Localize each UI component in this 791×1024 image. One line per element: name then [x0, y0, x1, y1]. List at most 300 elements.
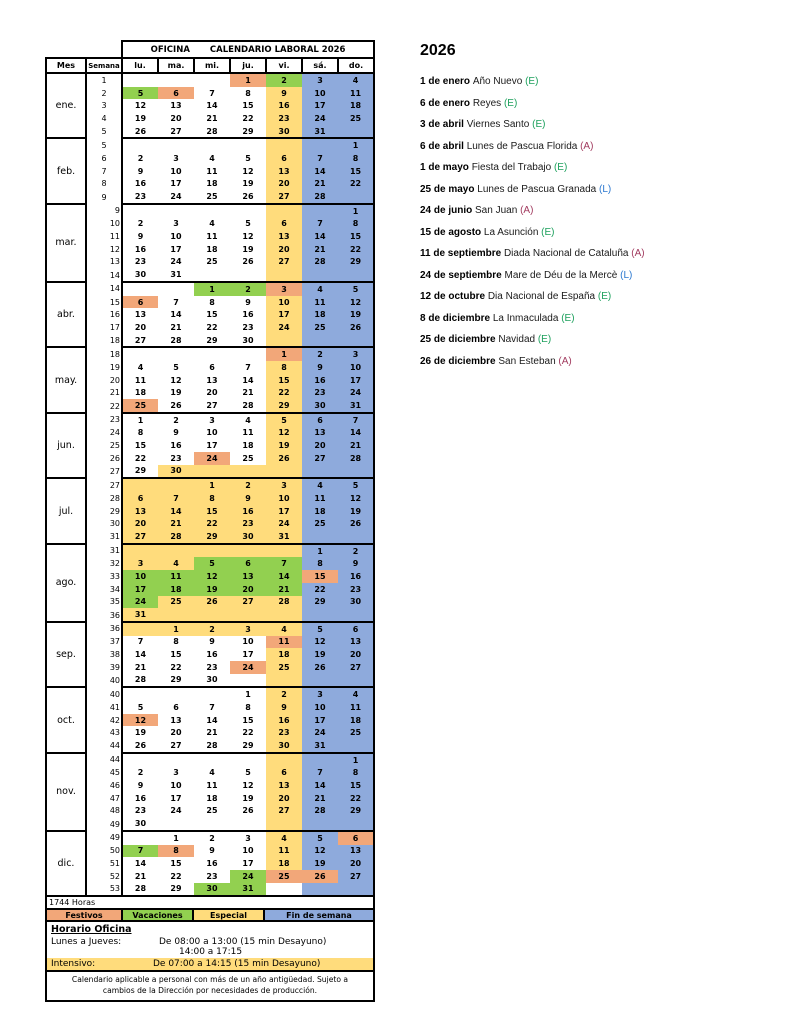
- day-cell: [302, 268, 338, 282]
- day-cell: 30: [122, 268, 158, 282]
- day-cell: 4: [302, 282, 338, 296]
- day-cell: 6: [194, 361, 230, 374]
- day-cell: 8: [158, 636, 194, 649]
- day-cell: 29: [122, 465, 158, 479]
- day-cell: [122, 138, 158, 152]
- header-spacer: [46, 41, 122, 58]
- day-cell: 19: [158, 387, 194, 400]
- day-cell: 26: [338, 321, 374, 334]
- month-label: nov.: [46, 753, 86, 831]
- day-cell: [230, 268, 266, 282]
- month-label: abr.: [46, 282, 86, 347]
- week-number: 25: [86, 439, 122, 452]
- day-cell: 24: [266, 321, 302, 334]
- holiday-name: Mare de Déu de la Mercè: [504, 269, 621, 281]
- week-number: 17: [86, 321, 122, 334]
- legend-row: [45, 908, 375, 922]
- day-cell: 7: [122, 845, 158, 858]
- day-cell: 16: [338, 570, 374, 583]
- day-cell: 1: [266, 347, 302, 361]
- week-number: 53: [86, 883, 122, 897]
- day-cell: 3: [230, 622, 266, 636]
- day-cell: 7: [302, 766, 338, 779]
- day-cell: 26: [230, 256, 266, 269]
- holiday-date: 11 de septiembre: [420, 248, 504, 259]
- day-cell: 23: [194, 870, 230, 883]
- day-cell: 23: [266, 726, 302, 739]
- day-cell: 28: [302, 805, 338, 818]
- day-cell: 1: [338, 204, 374, 218]
- day-cell: 2: [194, 622, 230, 636]
- day-cell: 30: [230, 334, 266, 348]
- day-cell: 21: [158, 321, 194, 334]
- day-cell: [302, 204, 338, 218]
- day-cell: 11: [158, 570, 194, 583]
- day-cell: 8: [230, 701, 266, 714]
- day-cell: 13: [194, 374, 230, 387]
- day-cell: 5: [230, 218, 266, 231]
- day-cell: 17: [302, 714, 338, 727]
- week-number: 2: [86, 87, 122, 100]
- day-cell: 20: [122, 321, 158, 334]
- day-cell: 21: [194, 726, 230, 739]
- day-cell: [302, 608, 338, 622]
- legend-festivo: Festivos: [45, 908, 123, 922]
- day-cell: 18: [338, 714, 374, 727]
- day-cell: 26: [230, 805, 266, 818]
- day-cell: 19: [266, 439, 302, 452]
- day-cell: 31: [302, 125, 338, 139]
- day-cell: 8: [338, 766, 374, 779]
- holiday-code: (L): [599, 183, 612, 195]
- day-cell: 2: [338, 544, 374, 558]
- day-cell: [266, 204, 302, 218]
- day-cell: 26: [302, 870, 338, 883]
- day-cell: 5: [230, 766, 266, 779]
- day-cell: 2: [302, 347, 338, 361]
- day-cell: 4: [194, 152, 230, 165]
- day-header-row: [46, 58, 374, 73]
- week-number: 42: [86, 714, 122, 727]
- day-cell: 5: [302, 622, 338, 636]
- day-cell: [230, 204, 266, 218]
- day-cell: 30: [302, 399, 338, 413]
- day-cell: 9: [266, 87, 302, 100]
- week-number: 21: [86, 387, 122, 400]
- day-cell: 21: [266, 583, 302, 596]
- day-cell: 15: [302, 570, 338, 583]
- day-cell: 13: [122, 505, 158, 518]
- day-cell: 11: [266, 636, 302, 649]
- day-cell: 17: [158, 178, 194, 191]
- week-number: 34: [86, 583, 122, 596]
- day-cell: 12: [338, 492, 374, 505]
- month-label: jul.: [46, 478, 86, 543]
- day-cell: 19: [302, 857, 338, 870]
- calendar-table: [45, 40, 375, 897]
- month-label: ene.: [46, 73, 86, 138]
- day-cell: 3: [194, 413, 230, 427]
- day-cell: 24: [338, 387, 374, 400]
- day-cell: 12: [122, 714, 158, 727]
- day-cell: 19: [122, 726, 158, 739]
- day-cell: [266, 544, 302, 558]
- day-cell: [338, 334, 374, 348]
- day-cell: [194, 608, 230, 622]
- holiday-date: 8 de diciembre: [420, 312, 493, 324]
- day-cell: 8: [338, 218, 374, 231]
- day-cell: 4: [266, 831, 302, 845]
- semana-column-header: Semana: [86, 58, 122, 73]
- day-cell: 27: [230, 596, 266, 609]
- holiday-code: (E): [537, 334, 552, 345]
- day-cell: [338, 883, 374, 897]
- week-number: 47: [86, 792, 122, 805]
- week-number: 40: [86, 674, 122, 688]
- week-number: 6: [86, 152, 122, 165]
- day-cell: 1: [230, 687, 266, 701]
- day-cell: 8: [302, 557, 338, 570]
- mes-column-header: Mes: [46, 58, 86, 73]
- day-cell: 6: [230, 557, 266, 570]
- day-cell: 23: [302, 387, 338, 400]
- day-cell: 14: [302, 165, 338, 178]
- day-cell: 24: [194, 452, 230, 465]
- week-number: 30: [86, 517, 122, 530]
- day-cell: 2: [122, 766, 158, 779]
- day-cell: 13: [266, 779, 302, 792]
- day-cell: [122, 753, 158, 767]
- day-cell: 29: [338, 805, 374, 818]
- weekday-header-0: lu.: [122, 58, 158, 73]
- day-cell: [230, 608, 266, 622]
- week-number: 14: [86, 282, 122, 296]
- day-cell: 12: [302, 845, 338, 858]
- day-cell: 7: [122, 636, 158, 649]
- day-cell: [194, 544, 230, 558]
- day-cell: 11: [302, 296, 338, 309]
- day-cell: [158, 478, 194, 492]
- day-cell: 15: [194, 308, 230, 321]
- day-cell: [158, 204, 194, 218]
- day-cell: 23: [338, 583, 374, 596]
- day-cell: 31: [266, 530, 302, 544]
- week-number: 7: [86, 165, 122, 178]
- schedule-box: [45, 920, 375, 972]
- day-cell: 5: [338, 478, 374, 492]
- day-cell: [122, 622, 158, 636]
- day-cell: 16: [122, 792, 158, 805]
- day-cell: 14: [338, 427, 374, 440]
- day-cell: 25: [302, 321, 338, 334]
- day-cell: 5: [194, 557, 230, 570]
- week-number: 49: [86, 817, 122, 831]
- holiday-name: San Juan: [475, 205, 521, 216]
- day-cell: 12: [266, 427, 302, 440]
- day-cell: 8: [194, 492, 230, 505]
- day-cell: 30: [266, 125, 302, 139]
- weekday-header-2: mi.: [194, 58, 230, 73]
- holiday-name: Diada Nacional de Cataluña: [503, 248, 632, 259]
- day-cell: [338, 530, 374, 544]
- weekday-header-6: do.: [338, 58, 374, 73]
- day-cell: [302, 674, 338, 688]
- day-cell: 5: [158, 361, 194, 374]
- day-cell: 15: [194, 505, 230, 518]
- day-cell: 27: [122, 334, 158, 348]
- month-label: mar.: [46, 204, 86, 282]
- holiday-name: La Asunción: [483, 226, 542, 238]
- day-cell: 24: [122, 596, 158, 609]
- day-cell: [194, 817, 230, 831]
- holiday-item: [420, 98, 760, 109]
- day-cell: 9: [338, 557, 374, 570]
- holiday-code: (E): [503, 97, 518, 109]
- day-cell: [230, 465, 266, 479]
- week-number: 24: [86, 427, 122, 440]
- day-cell: [266, 753, 302, 767]
- day-cell: 27: [266, 805, 302, 818]
- holiday-date: 24 de septiembre: [420, 269, 505, 281]
- day-cell: 16: [266, 99, 302, 112]
- week-number: 32: [86, 557, 122, 570]
- day-cell: 26: [302, 661, 338, 674]
- day-cell: 21: [338, 439, 374, 452]
- day-cell: 17: [158, 243, 194, 256]
- day-cell: [122, 204, 158, 218]
- day-cell: 21: [122, 870, 158, 883]
- day-cell: 1: [338, 138, 374, 152]
- day-cell: 19: [230, 243, 266, 256]
- day-cell: 11: [230, 427, 266, 440]
- weekday-header-1: ma.: [158, 58, 194, 73]
- day-cell: 8: [158, 845, 194, 858]
- holiday-code: (E): [532, 119, 546, 130]
- holiday-name: Lunes de Pascua Granada: [477, 183, 600, 195]
- holiday-date: 1 de enero: [420, 76, 473, 87]
- day-cell: [338, 674, 374, 688]
- day-cell: 13: [302, 427, 338, 440]
- day-cell: 3: [266, 478, 302, 492]
- day-cell: 28: [230, 399, 266, 413]
- work-calendar: [45, 40, 375, 1002]
- day-cell: 28: [302, 256, 338, 269]
- day-cell: 1: [158, 622, 194, 636]
- day-cell: 24: [302, 726, 338, 739]
- day-cell: [158, 753, 194, 767]
- day-cell: 4: [338, 73, 374, 87]
- day-cell: 21: [230, 387, 266, 400]
- week-number: 11: [86, 230, 122, 243]
- day-cell: 6: [122, 492, 158, 505]
- day-cell: 21: [122, 661, 158, 674]
- day-cell: [194, 138, 230, 152]
- day-cell: 17: [302, 99, 338, 112]
- day-cell: 6: [122, 296, 158, 309]
- day-cell: 22: [194, 321, 230, 334]
- day-cell: 7: [230, 361, 266, 374]
- holiday-item: [420, 119, 760, 130]
- week-number: 50: [86, 845, 122, 858]
- day-cell: 3: [302, 73, 338, 87]
- day-cell: 17: [194, 439, 230, 452]
- day-cell: 20: [230, 583, 266, 596]
- day-cell: 24: [158, 190, 194, 204]
- day-cell: 8: [122, 427, 158, 440]
- day-cell: 22: [302, 583, 338, 596]
- day-cell: 17: [122, 583, 158, 596]
- holiday-item: [420, 248, 760, 259]
- day-cell: 26: [122, 739, 158, 753]
- day-cell: 24: [302, 112, 338, 125]
- holiday-code: (L): [620, 269, 633, 281]
- week-number: 27: [86, 478, 122, 492]
- day-cell: 23: [158, 452, 194, 465]
- day-cell: 13: [158, 99, 194, 112]
- holiday-panel: [420, 42, 760, 377]
- day-cell: 5: [230, 152, 266, 165]
- day-cell: [158, 608, 194, 622]
- day-cell: 13: [158, 714, 194, 727]
- week-number: 12: [86, 243, 122, 256]
- day-cell: 29: [194, 530, 230, 544]
- day-cell: 20: [338, 857, 374, 870]
- day-cell: 14: [122, 857, 158, 870]
- day-cell: 29: [266, 399, 302, 413]
- week-number: 45: [86, 766, 122, 779]
- day-cell: 27: [266, 256, 302, 269]
- day-cell: 22: [338, 792, 374, 805]
- month-label: feb.: [46, 138, 86, 203]
- day-cell: 10: [338, 361, 374, 374]
- day-cell: 27: [158, 125, 194, 139]
- week-number: 36: [86, 622, 122, 636]
- week-number: 15: [86, 296, 122, 309]
- mon-thu-time-1: De 08:00 a 13:00 (15 min Desayuno): [159, 937, 327, 948]
- day-cell: [302, 138, 338, 152]
- day-cell: [122, 544, 158, 558]
- day-cell: 17: [338, 374, 374, 387]
- day-cell: [302, 334, 338, 348]
- holiday-name: Dia Nacional de España: [487, 291, 598, 302]
- day-cell: 18: [158, 583, 194, 596]
- day-cell: 1: [194, 282, 230, 296]
- day-cell: 2: [266, 687, 302, 701]
- day-cell: 15: [338, 165, 374, 178]
- day-cell: 15: [158, 857, 194, 870]
- holiday-date: 12 de octubre: [420, 291, 488, 302]
- day-cell: 18: [194, 243, 230, 256]
- week-number: 39: [86, 661, 122, 674]
- intensive-row: [47, 958, 373, 970]
- intensive-time: De 07:00 a 14:15 (15 min Desayuno): [153, 959, 321, 970]
- day-cell: [338, 739, 374, 753]
- day-cell: 19: [230, 792, 266, 805]
- day-cell: 12: [338, 296, 374, 309]
- holiday-item: [420, 291, 760, 302]
- day-cell: 19: [338, 308, 374, 321]
- day-cell: 9: [230, 296, 266, 309]
- week-number: 38: [86, 648, 122, 661]
- day-cell: 7: [194, 701, 230, 714]
- day-cell: 21: [194, 112, 230, 125]
- week-number: 33: [86, 570, 122, 583]
- day-cell: 24: [230, 870, 266, 883]
- holiday-date: 1 de mayo: [420, 162, 472, 173]
- holiday-name: Viernes Santo: [466, 119, 533, 130]
- day-cell: 23: [230, 321, 266, 334]
- day-cell: 14: [230, 374, 266, 387]
- day-cell: 23: [122, 256, 158, 269]
- holiday-list: [420, 76, 760, 367]
- week-number: 41: [86, 701, 122, 714]
- day-cell: [230, 544, 266, 558]
- day-cell: 13: [338, 636, 374, 649]
- day-cell: 25: [194, 805, 230, 818]
- day-cell: [194, 204, 230, 218]
- day-cell: 25: [194, 256, 230, 269]
- day-cell: 27: [266, 190, 302, 204]
- week-number: 5: [86, 138, 122, 152]
- day-cell: 29: [302, 596, 338, 609]
- week-number: 35: [86, 596, 122, 609]
- day-cell: 22: [194, 517, 230, 530]
- day-cell: 28: [338, 452, 374, 465]
- day-cell: 14: [122, 648, 158, 661]
- day-cell: 14: [194, 714, 230, 727]
- holiday-code: (A): [558, 355, 572, 367]
- weekday-header-4: vi.: [266, 58, 302, 73]
- day-cell: 28: [158, 530, 194, 544]
- day-cell: 12: [158, 374, 194, 387]
- day-cell: 12: [194, 570, 230, 583]
- day-cell: 12: [122, 99, 158, 112]
- holiday-item: [420, 141, 760, 152]
- day-cell: [338, 608, 374, 622]
- day-cell: 9: [194, 845, 230, 858]
- day-cell: 28: [194, 125, 230, 139]
- day-cell: [194, 465, 230, 479]
- day-cell: 25: [122, 399, 158, 413]
- day-cell: 18: [302, 308, 338, 321]
- day-cell: 27: [302, 452, 338, 465]
- week-number: 5: [86, 125, 122, 139]
- day-cell: 25: [338, 112, 374, 125]
- day-cell: 10: [266, 296, 302, 309]
- day-cell: 28: [302, 190, 338, 204]
- day-cell: [122, 73, 158, 87]
- week-number: 10: [86, 218, 122, 231]
- holiday-date: 26 de diciembre: [420, 355, 499, 367]
- day-cell: 31: [158, 268, 194, 282]
- day-cell: [122, 687, 158, 701]
- day-cell: 3: [302, 687, 338, 701]
- day-cell: 10: [158, 230, 194, 243]
- day-cell: 20: [302, 439, 338, 452]
- week-number: 3: [86, 99, 122, 112]
- day-cell: 10: [122, 570, 158, 583]
- day-cell: 23: [122, 805, 158, 818]
- day-cell: 27: [122, 530, 158, 544]
- day-cell: [230, 138, 266, 152]
- day-cell: 28: [194, 739, 230, 753]
- day-cell: 26: [158, 399, 194, 413]
- holiday-code: (E): [553, 162, 568, 173]
- day-cell: 5: [122, 701, 158, 714]
- holiday-name: Año Nuevo: [472, 76, 526, 87]
- day-cell: 17: [266, 308, 302, 321]
- day-cell: [230, 753, 266, 767]
